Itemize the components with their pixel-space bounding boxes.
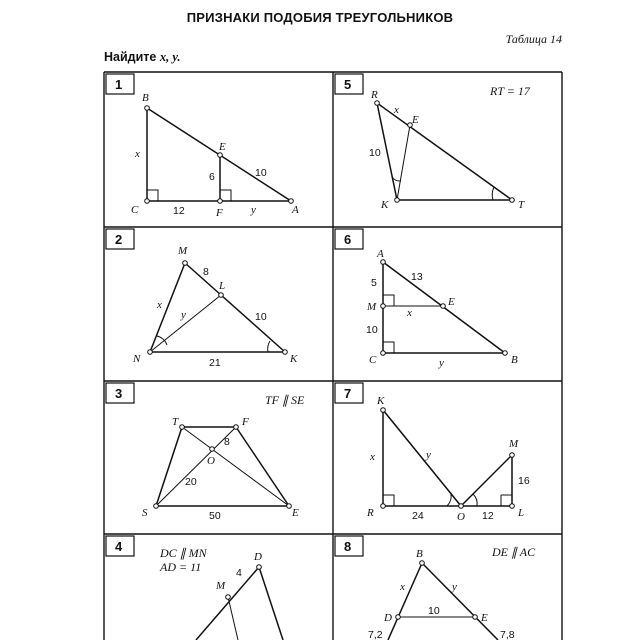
problem-6-number: 6 — [344, 232, 352, 247]
vertex-a: A — [292, 204, 299, 216]
side-rk-label: 10 — [369, 147, 381, 159]
problem-8-figure — [388, 563, 498, 640]
table-label: Таблица 14 — [505, 32, 562, 46]
side-bc-label: x — [135, 148, 140, 160]
vertex-c: C — [131, 204, 139, 216]
problem-2-number: 2 — [115, 232, 123, 247]
side-re-label: x — [394, 104, 399, 116]
side-fa-label: y — [251, 204, 256, 216]
problem-8-number: 8 — [344, 539, 352, 554]
vertex-b: B — [416, 548, 423, 560]
side-nk-label: 21 — [209, 357, 221, 369]
side-ko-label: y — [426, 449, 431, 461]
side-me-label: x — [407, 307, 412, 319]
side-dl-label: 7,2 — [368, 629, 383, 640]
vertex-t: T — [518, 199, 525, 211]
problem-1-number: 1 — [115, 77, 123, 92]
problem-3-condition: TF ∥ SE — [265, 393, 305, 407]
side-am-label: 5 — [371, 277, 377, 289]
problem-3-number: 3 — [115, 386, 123, 401]
problem-4-condition-1: DC ∥ MN — [160, 546, 207, 560]
side-md-label: 4 — [236, 567, 242, 579]
problem-5-figure — [377, 103, 512, 200]
vertex-a: A — [377, 248, 384, 260]
vertex-k: K — [290, 353, 298, 365]
vertex-l: L — [219, 280, 226, 292]
vertex-k: K — [377, 395, 385, 407]
vertex-d: D — [254, 551, 262, 563]
vertex-c: C — [369, 354, 377, 366]
task-prefix: Найдите — [104, 50, 157, 64]
vertex-k: K — [381, 199, 389, 211]
problem-7 — [335, 383, 530, 523]
side-lk-label: 10 — [255, 311, 267, 323]
problem-8-condition: DE ∥ AC — [492, 545, 536, 559]
side-of-label: 8 — [224, 436, 230, 448]
vertex-s: S — [142, 507, 148, 519]
side-ml-label: 16 — [518, 475, 530, 487]
vertex-e: E — [481, 612, 488, 624]
vertex-o: O — [207, 455, 215, 467]
side-ol-label: 12 — [482, 510, 494, 522]
problem-2 — [106, 229, 298, 369]
vertex-e: E — [412, 114, 419, 126]
problem-2-figure — [150, 263, 285, 352]
problem-8 — [335, 536, 536, 640]
problem-3-figure — [156, 427, 289, 506]
vertex-f: F — [242, 416, 249, 428]
vertex-m: M — [216, 580, 226, 592]
side-de-label: 10 — [428, 605, 440, 617]
vertex-e: E — [219, 141, 226, 153]
side-kr-label: x — [370, 451, 375, 463]
page-title: ПРИЗНАКИ ПОДОБИЯ ТРЕУГОЛЬНИКОВ — [186, 10, 454, 25]
side-be-label: y — [452, 581, 457, 593]
vertex-b: B — [142, 92, 149, 104]
problem-4-condition-2: AD = 11 — [160, 560, 202, 574]
side-ae-label: 13 — [411, 271, 423, 283]
side-ro-label: 24 — [412, 510, 424, 522]
side-ea-label: 10 — [255, 167, 267, 179]
problem-5-number: 5 — [344, 77, 352, 92]
side-nl-label: y — [181, 309, 186, 321]
problem-7-number: 7 — [344, 386, 352, 401]
problem-6 — [335, 229, 518, 369]
vertex-r: R — [371, 89, 378, 101]
problem-4 — [106, 536, 283, 640]
problem-5 — [335, 74, 531, 211]
vertex-t: T — [172, 416, 179, 428]
problem-5-condition: RT = 17 — [490, 84, 530, 98]
side-mn-label: x — [157, 299, 162, 311]
side-ml-label: 8 — [203, 266, 209, 278]
side-el-label: 7,8 — [500, 629, 515, 640]
side-cf-label: 12 — [173, 205, 185, 217]
vertex-e: E — [292, 507, 299, 519]
side-bd-label: x — [400, 581, 405, 593]
vertex-m: M — [509, 438, 519, 450]
vertex-e: E — [448, 296, 455, 308]
vertex-b: B — [511, 354, 518, 366]
side-so-label: 20 — [185, 476, 197, 488]
side-ef-label: 6 — [209, 171, 215, 183]
vertex-n: N — [133, 353, 141, 365]
task-variables: x, y. — [159, 50, 181, 64]
vertex-m: M — [178, 245, 188, 257]
side-cb-label: y — [439, 357, 444, 369]
side-mc-label: 10 — [366, 324, 378, 336]
vertex-m: M — [367, 301, 377, 313]
vertex-f: F — [216, 207, 223, 219]
side-se-label: 50 — [209, 510, 221, 522]
problem-3 — [106, 383, 305, 522]
problem-1 — [106, 74, 299, 219]
vertex-d: D — [384, 612, 392, 624]
problem-4-number: 4 — [115, 539, 123, 554]
vertex-l: L — [518, 507, 525, 519]
problem-7-figure — [383, 410, 512, 506]
vertex-o: O — [457, 511, 465, 523]
vertex-r: R — [367, 507, 374, 519]
